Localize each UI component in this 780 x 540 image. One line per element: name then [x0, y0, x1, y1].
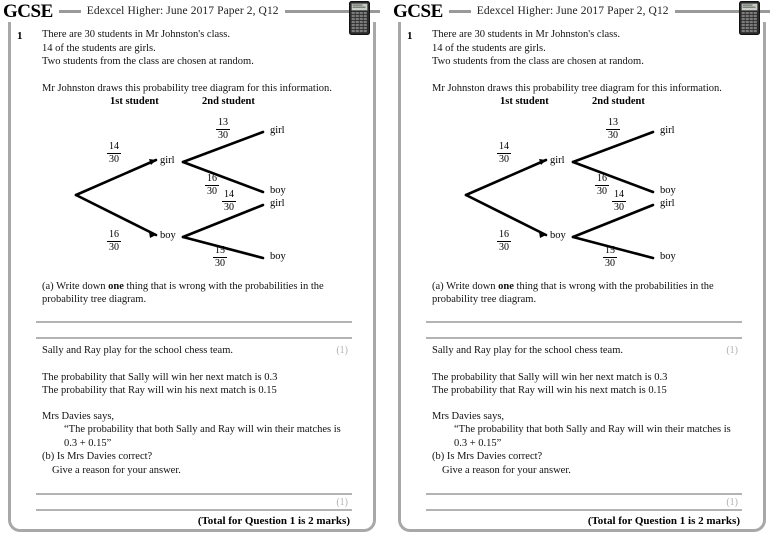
- tree-node-boy-level1: boy: [550, 229, 566, 241]
- part-b-line-1: (b) Is Mrs Davies correct?: [432, 451, 543, 462]
- answer-gap: [16, 477, 364, 493]
- column-header-2nd-student: 2nd student: [202, 95, 255, 107]
- tree-prob-girl-girl: 13 30: [608, 116, 618, 141]
- part-a-pre: (a) Write down: [432, 280, 499, 292]
- part-a-line-1: [42, 280, 364, 294]
- mrs-davies-block: [432, 410, 754, 478]
- tree-node-boy-level1: boy: [160, 229, 176, 241]
- tree-node-girl-level1: girl: [550, 154, 565, 166]
- stem-line-1: There are 30 students in Mr Johnston's class.: [432, 29, 620, 40]
- part-b-line-2: Give a reason for your answer.: [442, 464, 571, 476]
- tree-node-girl-level1: girl: [160, 154, 175, 166]
- stem-line-2: 14 of the students are girls.: [42, 42, 156, 54]
- answer-line[interactable]: [36, 337, 352, 339]
- tree-prob-girl-level1: 14 30: [499, 140, 509, 165]
- calculator-icon: [349, 1, 370, 35]
- part-b-line-2: Give a reason for your answer.: [52, 464, 181, 476]
- tree-node-boy-boy: boy: [270, 250, 286, 262]
- question-part-a: [42, 280, 364, 307]
- tree-prob-girl-girl: 13 30: [218, 116, 228, 141]
- panel-header: [390, 0, 770, 22]
- prob-line-sally: The probability that Sally will win her next match is 0.3: [42, 371, 278, 383]
- stem-spacer: [432, 69, 754, 83]
- answer-line[interactable]: [36, 509, 352, 511]
- column-header-1st-student: 1st student: [110, 95, 159, 107]
- tree-node-girl-girl: girl: [660, 124, 675, 136]
- header-dash-left: [449, 10, 471, 13]
- chess-team-text: Sally and Ray play for the school chess team.: [42, 344, 233, 356]
- stem-line-2: 14 of the students are girls.: [432, 42, 546, 54]
- part-a-line-2: probability tree diagram.: [42, 294, 147, 305]
- probability-tree-diagram: [398, 110, 766, 280]
- probability-tree-diagram: [8, 110, 376, 280]
- gcse-logo: GCSE: [3, 0, 53, 22]
- part-a-post: thing that is wrong with the probabilities in the: [513, 280, 714, 292]
- prob-line-ray: The probability that Ray will win his next match is 0.15: [432, 385, 667, 396]
- chess-team-text: Sally and Ray play for the school chess team.: [432, 344, 623, 356]
- davies-quote-line-2: 0.3 + 0.15”: [64, 437, 112, 449]
- stem-line-3: Two students from the class are chosen at random.: [432, 56, 644, 67]
- answer-line[interactable]: [426, 509, 742, 511]
- question-panel-1: [0, 0, 380, 540]
- tree-prob-boy-level1: 16 30: [109, 228, 119, 253]
- question-stem: [432, 28, 754, 96]
- probability-statements: [42, 371, 364, 398]
- answer-gap: [406, 477, 754, 493]
- prob-line-sally: The probability that Sally will win her next match is 0.3: [432, 371, 668, 383]
- answer-gap: [16, 323, 364, 337]
- answer-gap: [406, 307, 754, 321]
- header-title: Edexcel Higher: June 2017 Paper 2, Q12: [476, 5, 669, 17]
- davies-quote-line-1: “The probability that both Sally and Ray will win their matches is: [64, 424, 341, 435]
- mark-part-a: (1): [726, 344, 738, 356]
- tree-prob-boy-boy: 15 30: [605, 244, 615, 269]
- prob-line-ray: The probability that Ray will win his next match is 0.15: [42, 385, 277, 396]
- mark-part-b: (1): [726, 497, 738, 508]
- part-a-line-1: [432, 280, 754, 294]
- question-number: 1: [407, 30, 413, 42]
- panel-header: [0, 0, 380, 22]
- tree-column-headers: [42, 96, 364, 110]
- tree-node-girl-girl: girl: [270, 124, 285, 136]
- part-a-pre: (a) Write down: [42, 280, 109, 292]
- header-title: Edexcel Higher: June 2017 Paper 2, Q12: [86, 5, 279, 17]
- tree-prob-girl-level1: 14 30: [109, 140, 119, 165]
- tree-branches: [8, 110, 376, 280]
- tree-node-girl-boy: boy: [270, 184, 286, 196]
- chess-line-row: [406, 345, 754, 359]
- stem-line-3: Two students from the class are chosen at random.: [42, 56, 254, 67]
- tree-node-girl-boy: boy: [660, 184, 676, 196]
- davies-quote-line-1: “The probability that both Sally and Ray will win their matches is: [454, 424, 731, 435]
- column-header-1st-student: 1st student: [500, 95, 549, 107]
- mrs-davies-block: [42, 410, 364, 478]
- part-a-emphasis: one: [498, 280, 514, 292]
- answer-line[interactable]: [426, 337, 742, 339]
- calculator-icon: [739, 1, 760, 35]
- answer-gap: [406, 323, 754, 337]
- tree-node-boy-boy: boy: [660, 250, 676, 262]
- tree-column-headers: [432, 96, 754, 110]
- probability-statements: [432, 371, 754, 398]
- part-a-line-2: probability tree diagram.: [432, 294, 537, 305]
- stem-line-1: There are 30 students in Mr Johnston's class.: [42, 29, 230, 40]
- part-a-emphasis: one: [108, 280, 124, 292]
- mark-part-b: (1): [336, 497, 348, 508]
- davies-quote-line-2: 0.3 + 0.15”: [454, 437, 502, 449]
- gcse-logo: GCSE: [393, 0, 443, 22]
- stem-spacer: [42, 69, 364, 83]
- tree-prob-boy-boy: 15 30: [215, 244, 225, 269]
- mark-part-a: (1): [336, 344, 348, 356]
- part-a-post: thing that is wrong with the probabilities in the: [123, 280, 324, 292]
- tree-prob-boy-girl: 14 30: [224, 188, 234, 213]
- part-b-line-1: (b) Is Mrs Davies correct?: [42, 451, 153, 462]
- tree-node-boy-girl: girl: [270, 197, 285, 209]
- tree-branches: [398, 110, 766, 280]
- question-panel-2: [390, 0, 770, 540]
- total-marks-footer: (Total for Question 1 is 2 marks): [587, 515, 740, 527]
- panel-content: [8, 22, 376, 532]
- tree-prob-boy-level1: 16 30: [499, 228, 509, 253]
- question-stem: [42, 28, 364, 96]
- tree-prob-girl-boy: 16 30: [207, 172, 217, 197]
- column-header-2nd-student: 2nd student: [592, 95, 645, 107]
- question-number: 1: [17, 30, 23, 42]
- tree-intro-text: Mr Johnston draws this probability tree diagram for this information.: [42, 83, 332, 94]
- davies-intro: Mrs Davies says,: [432, 410, 505, 422]
- tree-node-boy-girl: girl: [660, 197, 675, 209]
- header-dash-left: [59, 10, 81, 13]
- tree-prob-boy-girl: 14 30: [614, 188, 624, 213]
- tree-prob-girl-boy: 16 30: [597, 172, 607, 197]
- panel-content: [398, 22, 766, 532]
- tree-intro-text: Mr Johnston draws this probability tree diagram for this information.: [432, 83, 722, 94]
- chess-line-row: [16, 345, 364, 359]
- question-part-a: [432, 280, 754, 307]
- davies-intro: Mrs Davies says,: [42, 410, 115, 422]
- answer-gap: [16, 307, 364, 321]
- total-marks-footer: (Total for Question 1 is 2 marks): [197, 515, 350, 527]
